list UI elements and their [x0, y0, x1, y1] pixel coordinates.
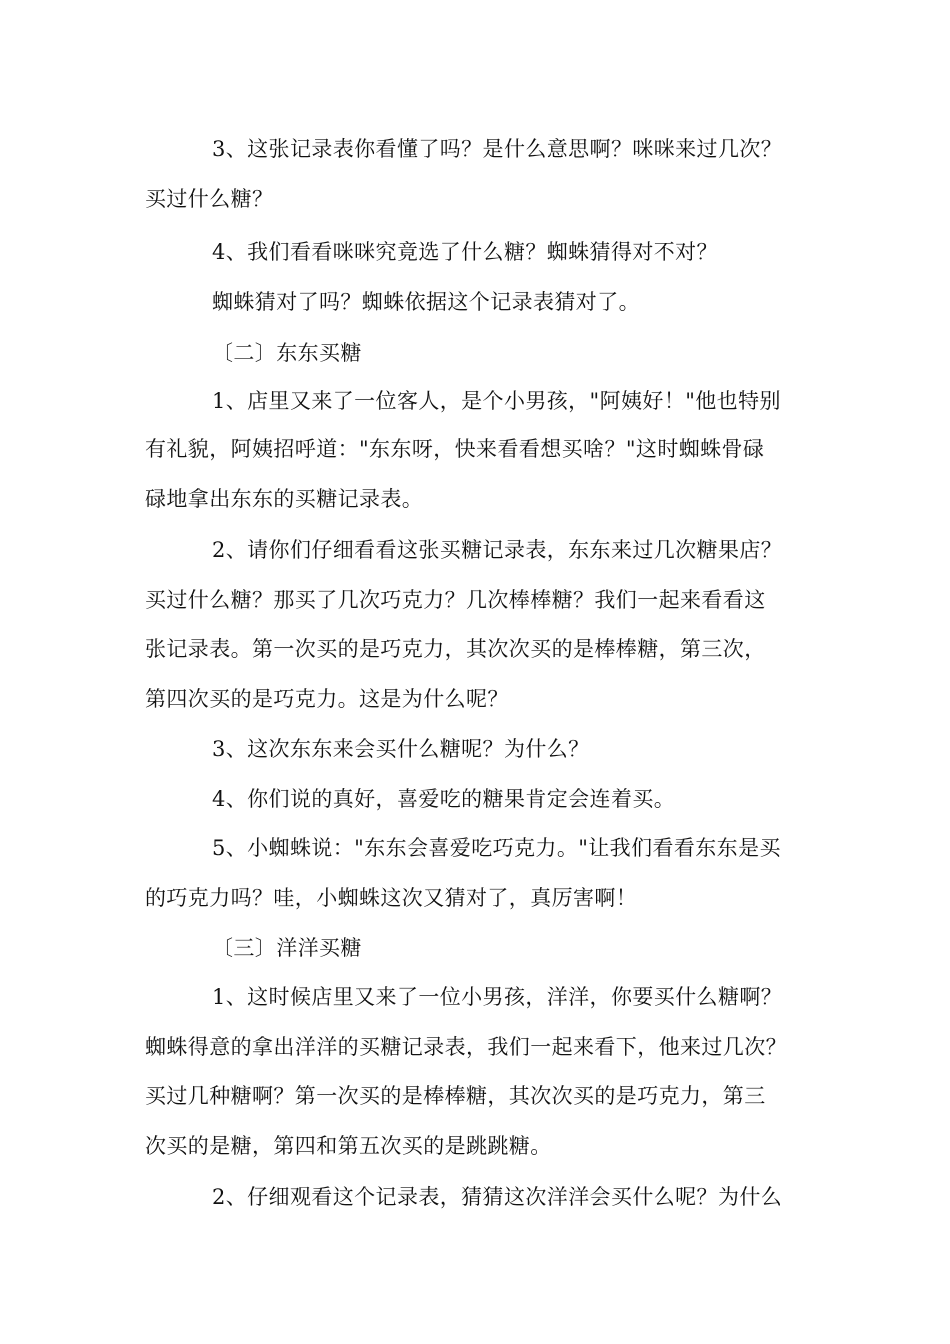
section-heading: 〔二〕东东买糖 — [212, 341, 362, 365]
paragraph-line: 有礼貌，阿姨招呼道："东东呀，快来看看想买啥？"这时蜘蛛骨碌 — [145, 437, 765, 461]
paragraph-line: 2、请你们仔细看看这张买糖记录表，东东来过几次糖果店？ — [212, 538, 783, 562]
paragraph-line: 1、这时候店里又来了一位小男孩，洋洋，你要买什么糖啊？ — [212, 985, 783, 1009]
paragraph-line: 3、这张记录表你看懂了吗？是什么意思啊？咪咪来过几次？ — [212, 137, 783, 161]
section-heading: 〔三〕洋洋买糖 — [212, 936, 362, 960]
paragraph-line: 次买的是糖，第四和第五次买的是跳跳糖。 — [145, 1134, 552, 1158]
paragraph-line: 买过什么糖？那买了几次巧克力？几次棒棒糖？我们一起来看看这 — [145, 588, 766, 612]
paragraph-line: 蜘蛛得意的拿出洋洋的买糖记录表，我们一起来看下，他来过几次？ — [145, 1035, 787, 1059]
paragraph-line: 第四次买的是巧克力。这是为什么呢？ — [145, 687, 509, 711]
paragraph-line: 买过什么糖？ — [145, 187, 274, 211]
paragraph-line: 买过几种糖啊？第一次买的是棒棒糖，其次次买的是巧克力，第三 — [145, 1084, 766, 1108]
paragraph-line: 2、仔细观看这个记录表，猜猜这次洋洋会买什么呢？为什么 — [212, 1185, 783, 1209]
paragraph-line: 的巧克力吗？哇，小蜘蛛这次又猜对了，真厉害啊！ — [145, 886, 638, 910]
paragraph-line: 碌地拿出东东的买糖记录表。 — [145, 487, 424, 511]
paragraph-line: 1、店里又来了一位客人，是个小男孩，"阿姨好！"他也特别 — [212, 389, 781, 413]
paragraph-line: 4、你们说的真好，喜爱吃的糖果肯定会连着买。 — [212, 787, 676, 811]
paragraph-line: 5、小蜘蛛说："东东会喜爱吃巧克力。"让我们看看东东是买 — [212, 836, 781, 860]
paragraph-line: 4、我们看看咪咪究竟选了什么糖？蜘蛛猜得对不对？ — [212, 240, 718, 264]
paragraph-line: 张记录表。第一次买的是巧克力，其次次买的是棒棒糖，第三次， — [145, 637, 766, 661]
paragraph-line: 3、这次东东来会买什么糖呢？为什么？ — [212, 737, 590, 761]
paragraph-line: 蜘蛛猜对了吗？蜘蛛依据这个记录表猜对了。 — [212, 290, 640, 314]
